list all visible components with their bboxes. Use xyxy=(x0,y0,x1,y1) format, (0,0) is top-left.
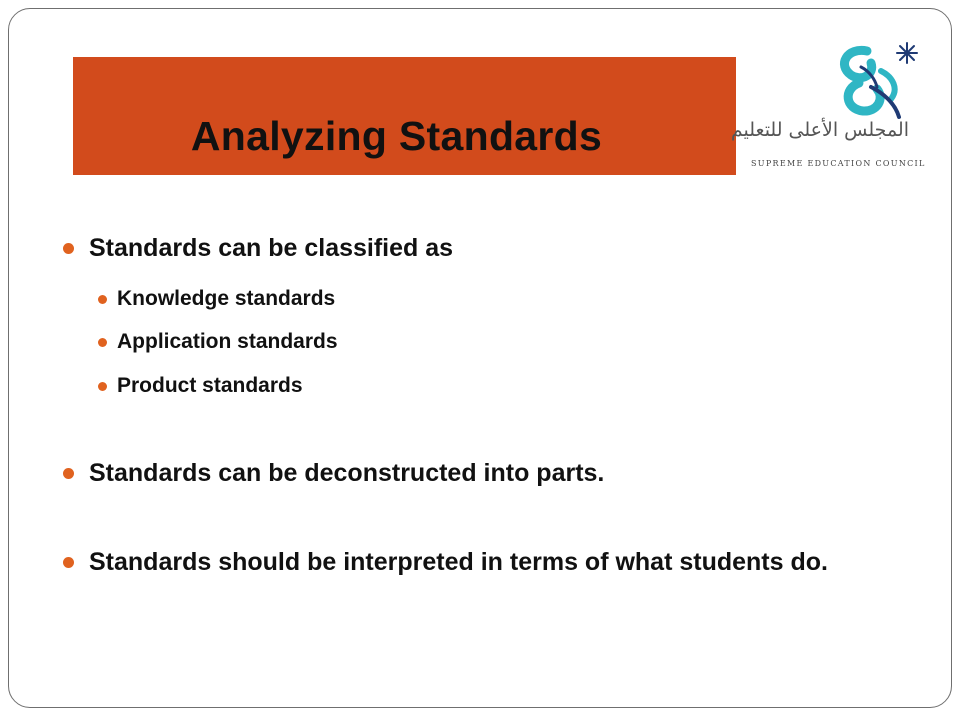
bullet-dot-icon xyxy=(98,338,107,347)
bullet-dot-icon xyxy=(63,557,74,568)
bullet-dot-icon xyxy=(98,295,107,304)
logo-english-text: SUPREME EDUCATION COUNCIL xyxy=(751,159,926,168)
bullet-classified xyxy=(63,231,453,265)
bullet-dot-icon xyxy=(98,382,107,391)
bullet-interpreted xyxy=(63,545,903,579)
bullet-dot-icon xyxy=(63,468,74,479)
bullet-text: Standards can be classified as xyxy=(89,234,454,262)
sub-bullet-text: Product standards xyxy=(117,374,303,397)
bullet-deconstructed xyxy=(63,456,604,490)
slide-title: Analyzing Standards xyxy=(190,113,603,159)
slide-frame xyxy=(8,8,952,708)
bullet-text: Standards can be deconstructed into parts. xyxy=(89,459,605,487)
bullet-dot-icon xyxy=(63,243,74,254)
sub-bullet-text: Application standards xyxy=(117,330,338,353)
sub-bullet-knowledge xyxy=(98,285,335,313)
sub-bullet-text: Knowledge standards xyxy=(117,287,336,310)
logo-arabic-text: المجلس الأعلى للتعليم xyxy=(730,119,909,141)
sub-bullet-application xyxy=(98,328,338,356)
sub-bullet-product xyxy=(98,372,303,400)
bullet-text: Standards should be interpreted in terms of what students do. xyxy=(89,548,828,576)
supreme-education-council-logo xyxy=(730,37,926,177)
